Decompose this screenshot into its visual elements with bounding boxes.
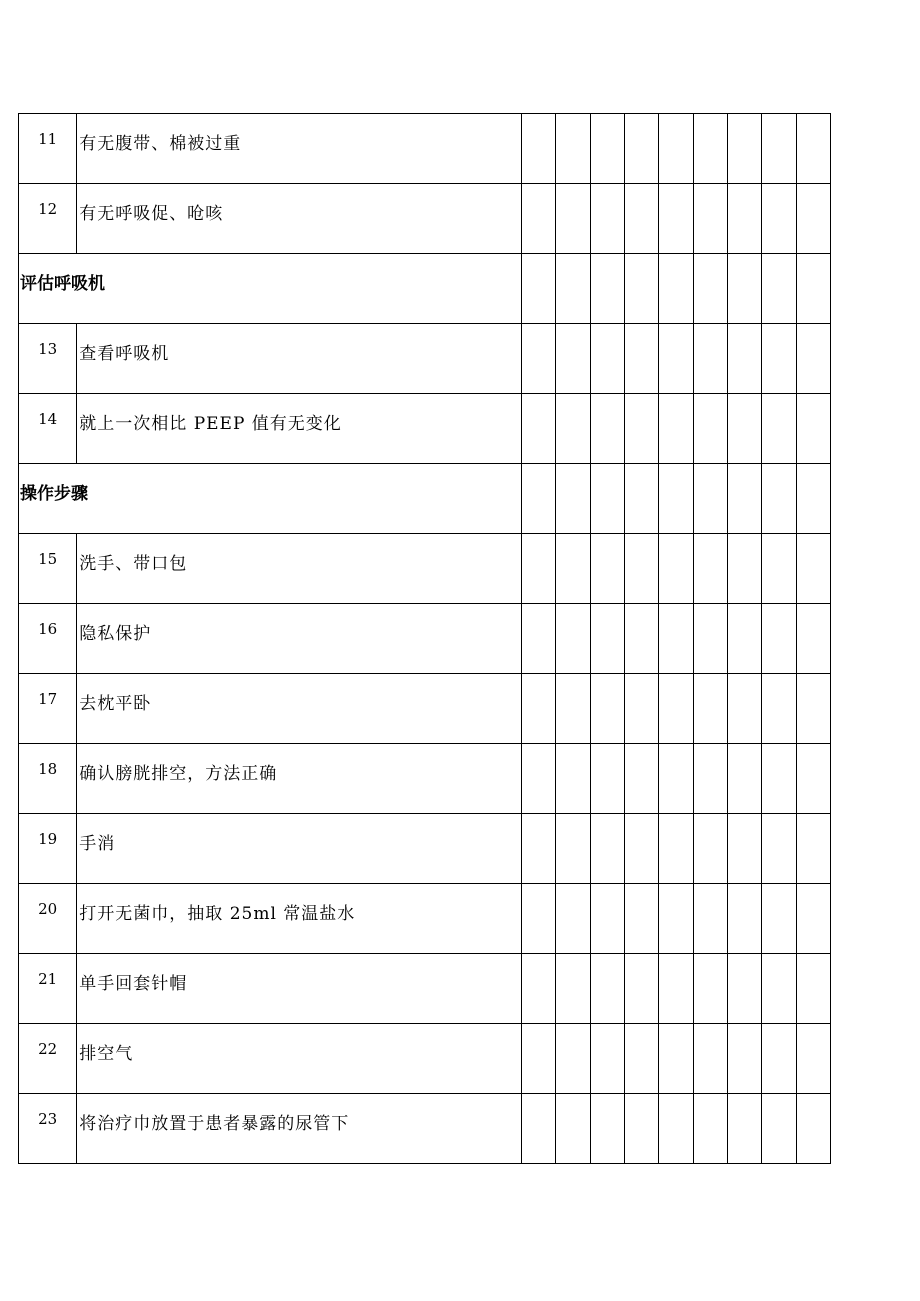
check-cell[interactable] [796,254,830,324]
check-cell[interactable] [727,674,761,744]
check-cell[interactable] [762,184,796,254]
item-text: 打开无菌巾，抽取 25ml 常温盐水 [79,904,356,924]
item-number: 16 [38,620,58,638]
check-cell[interactable] [590,1024,624,1094]
table-row [19,324,831,394]
item-text-cell [77,604,522,674]
check-cell[interactable] [727,1024,761,1094]
item-number: 21 [38,970,58,988]
check-cell[interactable] [556,534,590,604]
check-cell[interactable] [727,954,761,1024]
check-cell[interactable] [556,254,590,324]
check-cell[interactable] [796,674,830,744]
item-text: 洗手、带口包 [79,554,188,574]
check-cell[interactable] [624,744,658,814]
check-cell[interactable] [796,394,830,464]
table-row [19,884,831,954]
item-text: 将治疗巾放置于患者暴露的尿管下 [79,1114,350,1134]
check-cell[interactable] [659,1094,693,1164]
check-cell[interactable] [727,324,761,394]
check-cell[interactable] [624,534,658,604]
table-row [19,114,831,184]
item-number-cell [19,394,77,464]
check-cell[interactable] [693,394,727,464]
item-text: 查看呼吸机 [79,344,170,364]
check-cell[interactable] [624,184,658,254]
check-cell[interactable] [659,394,693,464]
table-row [19,534,831,604]
item-number-cell [19,1094,77,1164]
check-cell[interactable] [762,744,796,814]
item-text: 有无腹带、棉被过重 [79,134,242,154]
item-text-cell [77,184,522,254]
check-cell[interactable] [624,394,658,464]
section-heading-text: 评估呼吸机 [20,274,105,294]
check-cell[interactable] [624,1024,658,1094]
check-cell[interactable] [796,324,830,394]
section-row [19,254,831,324]
check-cell[interactable] [590,954,624,1024]
item-text-cell [77,534,522,604]
check-cell[interactable] [659,254,693,324]
check-cell[interactable] [796,1094,830,1164]
check-cell[interactable] [590,534,624,604]
check-cell[interactable] [556,744,590,814]
check-cell[interactable] [762,464,796,534]
item-text-cell [77,1024,522,1094]
check-cell[interactable] [796,884,830,954]
check-cell[interactable] [762,324,796,394]
check-cell[interactable] [624,1094,658,1164]
check-cell[interactable] [693,324,727,394]
check-cell[interactable] [624,464,658,534]
item-text: 去枕平卧 [79,694,152,714]
check-cell[interactable] [521,394,555,464]
check-cell[interactable] [659,324,693,394]
table-row [19,394,831,464]
check-cell[interactable] [727,1094,761,1164]
check-cell[interactable] [590,394,624,464]
check-cell[interactable] [762,1024,796,1094]
check-cell[interactable] [659,464,693,534]
section-heading [19,464,522,534]
item-number-cell [19,604,77,674]
table-row [19,604,831,674]
item-text: 有无呼吸促、呛咳 [79,204,224,224]
check-cell[interactable] [624,814,658,884]
check-cell[interactable] [556,604,590,674]
check-cell[interactable] [796,954,830,1024]
check-cell[interactable] [727,184,761,254]
check-cell[interactable] [796,114,830,184]
table-row [19,814,831,884]
check-cell[interactable] [556,814,590,884]
check-cell[interactable] [521,534,555,604]
check-cell[interactable] [521,254,555,324]
item-text: 就上一次相比 PEEP 值有无变化 [79,414,342,434]
section-row [19,464,831,534]
check-cell[interactable] [521,1094,555,1164]
item-number: 18 [38,760,58,778]
item-number-cell [19,744,77,814]
check-cell[interactable] [521,324,555,394]
check-cell[interactable] [624,884,658,954]
check-cell[interactable] [727,394,761,464]
check-cell[interactable] [659,884,693,954]
item-text-cell [77,744,522,814]
check-cell[interactable] [762,884,796,954]
check-cell[interactable] [693,744,727,814]
check-cell[interactable] [727,604,761,674]
item-text-cell [77,884,522,954]
check-cell[interactable] [762,814,796,884]
check-cell[interactable] [727,814,761,884]
check-cell[interactable] [659,954,693,1024]
check-cell[interactable] [590,254,624,324]
item-number-cell [19,954,77,1024]
check-cell[interactable] [762,954,796,1024]
item-number: 17 [38,690,58,708]
check-cell[interactable] [624,604,658,674]
check-cell[interactable] [659,604,693,674]
check-cell[interactable] [727,884,761,954]
item-text-cell [77,394,522,464]
check-cell[interactable] [796,184,830,254]
item-number-cell [19,814,77,884]
item-text: 手消 [79,834,116,854]
check-cell[interactable] [624,254,658,324]
check-cell[interactable] [590,814,624,884]
check-cell[interactable] [727,254,761,324]
check-cell[interactable] [693,674,727,744]
check-cell[interactable] [659,674,693,744]
check-cell[interactable] [624,954,658,1024]
check-cell[interactable] [693,1024,727,1094]
item-text-cell [77,814,522,884]
check-cell[interactable] [659,184,693,254]
item-text-cell [77,954,522,1024]
item-number-cell [19,674,77,744]
check-cell[interactable] [693,534,727,604]
item-number-cell [19,184,77,254]
check-cell[interactable] [556,884,590,954]
check-cell[interactable] [556,324,590,394]
item-number: 13 [38,340,58,358]
item-text: 隐私保护 [79,624,152,644]
check-cell[interactable] [624,114,658,184]
check-cell[interactable] [762,604,796,674]
check-cell[interactable] [521,954,555,1024]
item-number: 12 [38,200,58,218]
item-text-cell [77,114,522,184]
check-cell[interactable] [521,674,555,744]
check-cell[interactable] [693,114,727,184]
check-cell[interactable] [796,534,830,604]
check-cell[interactable] [590,464,624,534]
check-cell[interactable] [659,534,693,604]
check-cell[interactable] [556,464,590,534]
item-text-cell [77,674,522,744]
item-number-cell [19,114,77,184]
check-cell[interactable] [796,1024,830,1094]
check-cell[interactable] [521,114,555,184]
item-number: 23 [38,1110,58,1128]
item-number: 15 [38,550,58,568]
check-cell[interactable] [556,394,590,464]
table-row [19,954,831,1024]
item-text: 单手回套针帽 [79,974,188,994]
check-cell[interactable] [659,814,693,884]
check-cell[interactable] [556,954,590,1024]
check-cell[interactable] [762,1094,796,1164]
item-number-cell [19,324,77,394]
check-cell[interactable] [659,1024,693,1094]
check-cell[interactable] [693,884,727,954]
check-cell[interactable] [521,1024,555,1094]
item-number-cell [19,1024,77,1094]
check-cell[interactable] [727,744,761,814]
item-number-cell [19,884,77,954]
check-cell[interactable] [556,184,590,254]
check-cell[interactable] [762,534,796,604]
check-cell[interactable] [727,534,761,604]
table-row [19,184,831,254]
check-cell[interactable] [796,604,830,674]
check-cell[interactable] [556,1024,590,1094]
item-text: 确认膀胱排空，方法正确 [79,764,278,784]
check-cell[interactable] [521,464,555,534]
check-cell[interactable] [590,884,624,954]
check-cell[interactable] [624,324,658,394]
check-cell[interactable] [796,744,830,814]
item-number: 14 [38,410,58,428]
checklist-body [19,114,831,1164]
check-cell[interactable] [521,744,555,814]
check-cell[interactable] [521,604,555,674]
section-heading-text: 操作步骤 [20,484,88,504]
check-cell[interactable] [796,814,830,884]
check-cell[interactable] [590,604,624,674]
check-cell[interactable] [762,254,796,324]
section-heading [19,254,522,324]
check-cell[interactable] [796,464,830,534]
check-cell[interactable] [693,954,727,1024]
check-cell[interactable] [556,1094,590,1164]
item-number: 22 [38,1040,58,1058]
table-row [19,1094,831,1164]
check-cell[interactable] [693,464,727,534]
check-cell[interactable] [727,464,761,534]
check-cell[interactable] [590,1094,624,1164]
check-cell[interactable] [590,674,624,744]
item-text: 排空气 [79,1044,134,1064]
check-cell[interactable] [693,184,727,254]
check-cell[interactable] [693,1094,727,1164]
check-cell[interactable] [727,114,761,184]
checklist-table [18,113,831,1164]
check-cell[interactable] [590,324,624,394]
check-cell[interactable] [693,814,727,884]
table-row [19,744,831,814]
check-cell[interactable] [659,114,693,184]
item-number: 19 [38,830,58,848]
check-cell[interactable] [659,744,693,814]
item-text-cell [77,1094,522,1164]
item-number: 11 [38,130,58,148]
item-number: 20 [38,900,58,918]
check-cell[interactable] [693,254,727,324]
check-cell[interactable] [521,814,555,884]
check-cell[interactable] [762,114,796,184]
check-cell[interactable] [556,674,590,744]
check-cell[interactable] [521,884,555,954]
table-row [19,1024,831,1094]
check-cell[interactable] [590,744,624,814]
check-cell[interactable] [762,674,796,744]
check-cell[interactable] [590,114,624,184]
check-cell[interactable] [624,674,658,744]
check-cell[interactable] [556,114,590,184]
check-cell[interactable] [521,184,555,254]
table-row [19,674,831,744]
item-text-cell [77,324,522,394]
item-number-cell [19,534,77,604]
check-cell[interactable] [693,604,727,674]
check-cell[interactable] [762,394,796,464]
check-cell[interactable] [590,184,624,254]
